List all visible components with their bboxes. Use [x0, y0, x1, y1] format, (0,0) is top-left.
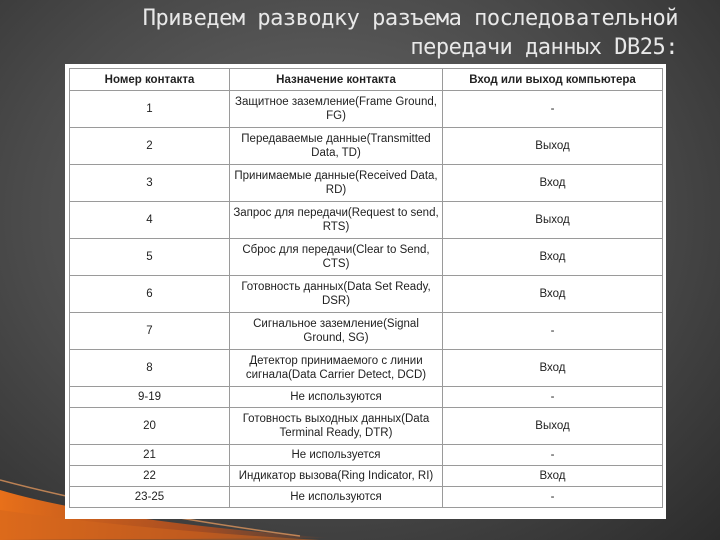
header-pin-number: Номер контакта — [70, 69, 230, 91]
table-row — [70, 387, 663, 408]
table-row — [70, 350, 663, 387]
direction-cell: Выход — [443, 202, 663, 239]
db25-pinout-table — [69, 68, 663, 508]
table-row — [70, 466, 663, 487]
pinout-table-panel — [65, 64, 666, 519]
direction-cell: Выход — [443, 408, 663, 445]
direction-cell: - — [443, 387, 663, 408]
direction-cell: - — [443, 445, 663, 466]
pin-cell: 1 — [70, 91, 230, 128]
pin-cell: 22 — [70, 466, 230, 487]
purpose-cell: Сигнальное заземление(Signal Ground, SG) — [230, 313, 443, 350]
direction-cell: - — [443, 313, 663, 350]
purpose-cell: Передаваемые данные(Transmitted Data, TD) — [230, 128, 443, 165]
header-pin-purpose: Назначение контакта — [230, 69, 443, 91]
direction-cell: Вход — [443, 276, 663, 313]
pin-cell: 21 — [70, 445, 230, 466]
purpose-cell: Запрос для передачи(Request to send, RTS) — [230, 202, 443, 239]
pin-cell: 7 — [70, 313, 230, 350]
purpose-cell: Принимаемые данные(Received Data, RD) — [230, 165, 443, 202]
pin-cell: 6 — [70, 276, 230, 313]
table-row — [70, 313, 663, 350]
pin-cell: 9-19 — [70, 387, 230, 408]
direction-cell: Вход — [443, 239, 663, 276]
pin-cell: 20 — [70, 408, 230, 445]
header-direction: Вход или выход компьютера — [443, 69, 663, 91]
slide-title — [78, 4, 678, 62]
purpose-cell: Готовность выходных данных(Data Terminal Ready, DTR) — [230, 408, 443, 445]
table-row — [70, 276, 663, 313]
slide-title-line-2: передачи данных DB25: — [410, 35, 678, 60]
pin-cell: 3 — [70, 165, 230, 202]
pin-cell: 5 — [70, 239, 230, 276]
direction-cell: Вход — [443, 165, 663, 202]
table-row — [70, 165, 663, 202]
direction-cell: Выход — [443, 128, 663, 165]
purpose-cell: Не используются — [230, 487, 443, 508]
table-row — [70, 445, 663, 466]
direction-cell: Вход — [443, 350, 663, 387]
slide-title-line-1: Приведем разводку разъема последовательной — [142, 6, 678, 31]
pin-cell: 2 — [70, 128, 230, 165]
pin-cell: 23-25 — [70, 487, 230, 508]
table-row — [70, 487, 663, 508]
purpose-cell: Защитное заземление(Frame Ground, FG) — [230, 91, 443, 128]
direction-cell: Вход — [443, 466, 663, 487]
table-row — [70, 202, 663, 239]
pin-cell: 4 — [70, 202, 230, 239]
direction-cell: - — [443, 91, 663, 128]
purpose-cell: Готовность данных(Data Set Ready, DSR) — [230, 276, 443, 313]
table-row — [70, 239, 663, 276]
table-row — [70, 128, 663, 165]
table-row — [70, 91, 663, 128]
direction-cell: - — [443, 487, 663, 508]
table-header-row — [70, 69, 663, 91]
purpose-cell: Не используется — [230, 445, 443, 466]
pin-cell: 8 — [70, 350, 230, 387]
table-row — [70, 408, 663, 445]
purpose-cell: Не используются — [230, 387, 443, 408]
purpose-cell: Индикатор вызова(Ring Indicator, RI) — [230, 466, 443, 487]
purpose-cell: Сброс для передачи(Clear to Send, CTS) — [230, 239, 443, 276]
purpose-cell: Детектор принимаемого с линии сигнала(Data Carrier Detect, DCD) — [230, 350, 443, 387]
